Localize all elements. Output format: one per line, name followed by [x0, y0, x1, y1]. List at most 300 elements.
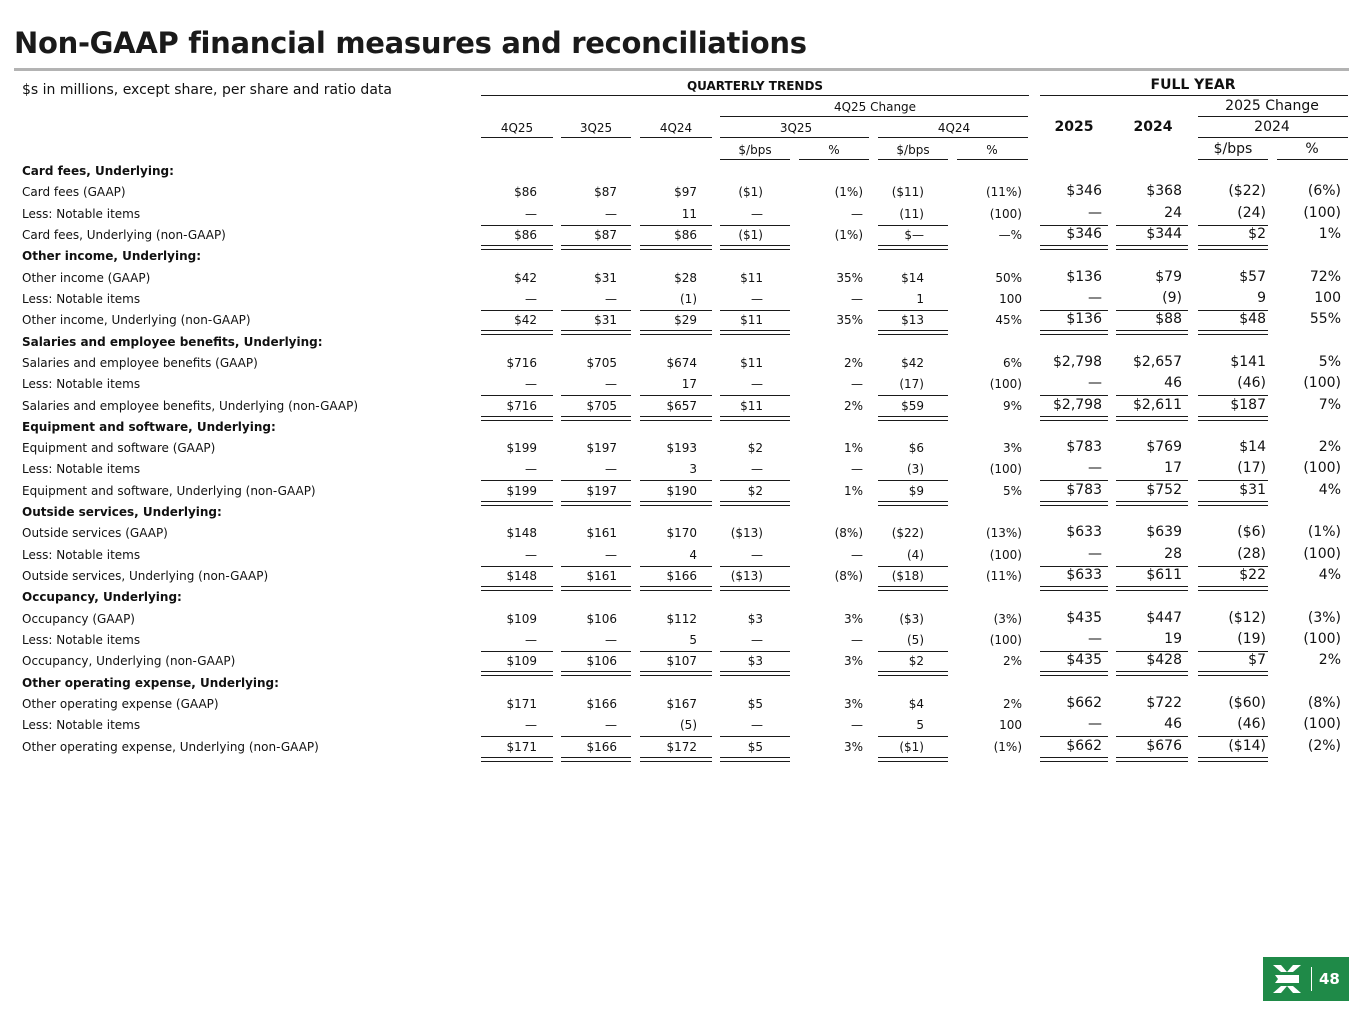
total-double-underline — [640, 757, 712, 762]
table-cell: $11 — [740, 398, 763, 413]
table-cell: — — [525, 206, 537, 221]
table-cell: — — [605, 547, 617, 562]
table-cell: — — [605, 718, 617, 733]
table-cell: 28 — [1164, 545, 1182, 562]
table-cell: ($12) — [1228, 609, 1266, 626]
table-row — [0, 268, 1365, 289]
section-title: Other income, Underlying: — [22, 249, 202, 264]
table-cell: $722 — [1146, 695, 1182, 711]
header-rule — [720, 137, 869, 138]
table-cell: 2% — [843, 355, 863, 370]
table-row — [0, 225, 1365, 246]
table-cell: 3% — [843, 611, 863, 626]
table-cell: (1%) — [834, 185, 863, 200]
table-cell: $716 — [506, 355, 537, 370]
table-cell: $639 — [1146, 524, 1182, 541]
table-cell: $435 — [1066, 652, 1102, 669]
table-cell: — — [1088, 204, 1102, 221]
row-label: Less: Notable items — [22, 633, 141, 648]
total-double-underline — [878, 757, 948, 762]
table-cell: $86 — [514, 185, 537, 200]
row-label: Other income, Underlying (non-GAAP) — [22, 313, 251, 328]
table-cell: 1% — [843, 483, 863, 498]
table-cell: — — [751, 718, 763, 733]
header-rule — [1198, 159, 1268, 160]
table-cell: (100) — [989, 206, 1022, 221]
table-cell: 3% — [843, 697, 863, 711]
table-cell: $59 — [901, 398, 924, 413]
table-cell: 100 — [1314, 289, 1341, 306]
header-rule — [1198, 137, 1348, 138]
table-cell: (1%) — [1307, 524, 1341, 541]
total-double-underline — [561, 757, 631, 762]
table-cell: $2,798 — [1053, 396, 1102, 413]
section-header-row — [0, 673, 1365, 694]
table-cell: $199 — [506, 483, 537, 498]
header-4q24: 4Q24 — [659, 121, 693, 135]
table-cell: (8%) — [1307, 695, 1341, 711]
table-cell: $11 — [740, 313, 763, 328]
section-header-row — [0, 587, 1365, 608]
table-cell: — — [1088, 716, 1102, 733]
table-cell: $22 — [1239, 567, 1266, 584]
header-rule — [640, 137, 712, 138]
table-cell: (9) — [1162, 289, 1182, 306]
table-row — [0, 438, 1365, 459]
table-cell: 7% — [1318, 396, 1341, 413]
table-cell: $783 — [1066, 439, 1102, 456]
table-cell: — — [605, 462, 617, 477]
table-cell: $148 — [506, 526, 537, 541]
row-label: Card fees (GAAP) — [22, 185, 126, 200]
table-cell: $428 — [1146, 652, 1182, 669]
table-row — [0, 310, 1365, 331]
row-label: Outside services (GAAP) — [22, 526, 168, 541]
table-row — [0, 630, 1365, 651]
table-cell: ($1) — [738, 185, 763, 200]
table-cell: $29 — [674, 313, 697, 328]
table-cell: $2 — [747, 441, 763, 456]
table-cell: 55% — [1309, 311, 1341, 328]
table-cell: ($22) — [891, 526, 924, 541]
row-label: Less: Notable items — [22, 462, 141, 477]
table-cell: — — [751, 547, 763, 562]
table-cell: (13%) — [985, 526, 1022, 541]
table-row — [0, 289, 1365, 310]
header-rule — [481, 137, 553, 138]
table-cell: — — [1088, 375, 1102, 392]
table-row — [0, 459, 1365, 480]
table-cell: $87 — [594, 185, 617, 200]
table-cell: $79 — [1155, 268, 1182, 285]
row-label: Less: Notable items — [22, 291, 141, 306]
header-percent: % — [986, 143, 998, 157]
table-cell: $6 — [908, 441, 924, 456]
table-cell: $48 — [1239, 311, 1266, 328]
table-cell: ($13) — [730, 526, 763, 541]
table-cell: $106 — [586, 611, 617, 626]
table-cell: — — [605, 633, 617, 648]
table-cell: — — [525, 462, 537, 477]
table-cell: $148 — [506, 569, 537, 584]
table-cell: — — [605, 206, 617, 221]
table-cell: $197 — [586, 441, 617, 456]
header-dollar-bps: $/bps — [738, 143, 772, 157]
page-title: Non-GAAP financial measures and reconciliations — [14, 26, 807, 60]
table-cell: $14 — [1239, 439, 1266, 456]
table-cell: $88 — [1155, 311, 1182, 328]
table-cell: $783 — [1066, 481, 1102, 498]
table-cell: — — [851, 291, 863, 306]
table-cell: 3% — [1002, 441, 1022, 456]
row-label: Less: Notable items — [22, 377, 141, 392]
table-cell: 1 — [916, 291, 924, 306]
section-title: Occupancy, Underlying: — [22, 590, 182, 605]
section-header-row — [0, 161, 1365, 182]
table-cell: 4% — [1318, 567, 1341, 584]
table-cell: (5) — [680, 718, 697, 733]
table-cell: — — [605, 291, 617, 306]
table-row — [0, 737, 1365, 758]
table-cell: $171 — [506, 739, 537, 754]
table-cell: — — [751, 377, 763, 392]
table-cell: ($14) — [1228, 737, 1266, 754]
header-full-year: FULL YEAR — [1150, 77, 1236, 93]
table-cell: $42 — [514, 270, 537, 285]
table-cell: (46) — [1237, 375, 1266, 392]
table-cell: (100) — [1303, 460, 1341, 477]
table-row — [0, 523, 1365, 544]
table-cell: (100) — [1303, 631, 1341, 648]
table-cell: $199 — [506, 441, 537, 456]
table-cell: $2,611 — [1133, 396, 1182, 413]
table-cell: $31 — [594, 270, 617, 285]
table-cell: 17 — [681, 377, 697, 392]
table-cell: $633 — [1066, 567, 1102, 584]
row-label: Equipment and software (GAAP) — [22, 441, 216, 456]
table-cell: $346 — [1066, 183, 1102, 200]
table-cell: 2% — [1318, 652, 1341, 669]
table-cell: $187 — [1230, 396, 1266, 413]
table-cell: $109 — [506, 611, 537, 626]
table-cell: (24) — [1237, 204, 1266, 221]
header-rule — [1277, 159, 1348, 160]
table-cell: — — [605, 377, 617, 392]
header-fy-2025: 2025 — [1054, 119, 1094, 135]
row-label: Less: Notable items — [22, 718, 141, 733]
table-cell: 6% — [1002, 355, 1022, 370]
table-cell: $161 — [586, 526, 617, 541]
table-cell: (11) — [899, 206, 924, 221]
table-cell: (3) — [907, 462, 924, 477]
table-cell: 3% — [843, 654, 863, 669]
table-cell: — — [525, 291, 537, 306]
table-cell: $86 — [674, 227, 697, 242]
table-cell: — — [751, 206, 763, 221]
table-cell: $368 — [1146, 183, 1182, 200]
table-cell: $2,798 — [1053, 353, 1102, 370]
header-dollar-bps: $/bps — [1213, 141, 1253, 157]
table-cell: $9 — [908, 483, 924, 498]
total-double-underline — [720, 757, 790, 762]
table-cell: $197 — [586, 483, 617, 498]
table-cell: (3%) — [993, 611, 1022, 626]
table-cell: 11 — [681, 206, 697, 221]
table-cell: $141 — [1230, 353, 1266, 370]
table-cell: (100) — [989, 462, 1022, 477]
table-cell: $86 — [514, 227, 537, 242]
table-cell: — — [851, 377, 863, 392]
table-cell: $190 — [666, 483, 697, 498]
table-cell: 35% — [836, 313, 863, 328]
section-header-row — [0, 246, 1365, 267]
header-rule — [1040, 95, 1348, 96]
row-label: Other income (GAAP) — [22, 270, 151, 285]
table-cell: $769 — [1146, 439, 1182, 456]
table-cell: 46 — [1164, 375, 1182, 392]
table-cell: (8%) — [834, 526, 863, 541]
header-rule — [878, 137, 1028, 138]
row-label: Other operating expense (GAAP) — [22, 697, 219, 711]
table-cell: $674 — [666, 355, 697, 370]
table-cell: $136 — [1066, 268, 1102, 285]
table-cell: — — [525, 547, 537, 562]
table-cell: $193 — [666, 441, 697, 456]
header-rule — [878, 159, 948, 160]
table-cell: 3 — [689, 462, 697, 477]
table-cell: — — [1088, 545, 1102, 562]
table-cell: $2 — [908, 654, 924, 669]
table-cell: (100) — [989, 633, 1022, 648]
page-number: 48 — [1319, 970, 1340, 988]
table-cell: 100 — [999, 718, 1022, 733]
header-rule — [481, 95, 1029, 96]
table-cell: $447 — [1146, 609, 1182, 626]
table-cell: $2 — [1248, 225, 1266, 242]
section-title: Other operating expense, Underlying: — [22, 675, 279, 690]
table-cell: $346 — [1066, 225, 1102, 242]
table-cell: —% — [998, 227, 1022, 242]
table-cell: ($3) — [899, 611, 924, 626]
table-cell: $705 — [586, 398, 617, 413]
table-cell: $11 — [740, 270, 763, 285]
table-cell: $4 — [908, 697, 924, 711]
table-cell: 50% — [995, 270, 1022, 285]
table-cell: (19) — [1237, 631, 1266, 648]
table-cell: 19 — [1164, 631, 1182, 648]
row-label: Occupancy, Underlying (non-GAAP) — [22, 654, 236, 669]
table-cell: (17) — [1237, 460, 1266, 477]
table-cell: $705 — [586, 355, 617, 370]
table-cell: $42 — [514, 313, 537, 328]
row-label: Salaries and employee benefits (GAAP) — [22, 355, 258, 370]
table-cell: $344 — [1146, 225, 1182, 242]
table-cell: 72% — [1309, 268, 1341, 285]
header-4q25: 4Q25 — [500, 121, 534, 135]
table-cell: ($6) — [1237, 524, 1266, 541]
header-percent: % — [828, 143, 840, 157]
table-cell: — — [851, 206, 863, 221]
table-cell: $3 — [747, 654, 763, 669]
header-rule — [957, 159, 1028, 160]
table-cell: $170 — [666, 526, 697, 541]
units-note: $s in millions, except share, per share and ratio data — [22, 82, 392, 98]
table-cell: 9% — [1002, 398, 1022, 413]
table-cell: — — [1088, 289, 1102, 306]
table-cell: (1%) — [834, 227, 863, 242]
header-change-2024: 2024 — [1254, 119, 1290, 135]
row-label: Occupancy (GAAP) — [22, 611, 135, 626]
table-cell: 2% — [1002, 697, 1022, 711]
table-cell: ($18) — [891, 569, 924, 584]
table-cell: (4) — [907, 547, 924, 562]
table-row — [0, 182, 1365, 203]
table-cell: $109 — [506, 654, 537, 669]
table-cell: 46 — [1164, 716, 1182, 733]
table-cell: 2% — [1002, 654, 1022, 669]
table-cell: $611 — [1146, 567, 1182, 584]
table-cell: $435 — [1066, 609, 1102, 626]
table-cell: $657 — [666, 398, 697, 413]
table-cell: (100) — [989, 377, 1022, 392]
table-cell: $112 — [666, 611, 697, 626]
table-cell: (11%) — [985, 569, 1022, 584]
table-cell: — — [525, 377, 537, 392]
table-cell: $87 — [594, 227, 617, 242]
header-dollar-bps: $/bps — [896, 143, 930, 157]
header-year-change: 2025 Change — [1225, 98, 1319, 114]
table-cell: — — [1088, 460, 1102, 477]
header-change-3q25: 3Q25 — [779, 121, 813, 135]
table-row — [0, 715, 1365, 736]
table-cell: $3 — [747, 611, 763, 626]
table-cell: $171 — [506, 697, 537, 711]
table-cell: 45% — [995, 313, 1022, 328]
section-title: Outside services, Underlying: — [22, 505, 222, 520]
header-rule — [720, 159, 790, 160]
table-cell: 24 — [1164, 204, 1182, 221]
table-cell: — — [751, 633, 763, 648]
table-cell: $5 — [747, 739, 763, 754]
table-cell: $161 — [586, 569, 617, 584]
total-double-underline — [481, 757, 553, 762]
table-cell: $2,657 — [1133, 353, 1182, 370]
table-cell: (17) — [899, 377, 924, 392]
table-cell: — — [851, 633, 863, 648]
table-cell: 5 — [916, 718, 924, 733]
table-cell: ($22) — [1228, 183, 1266, 200]
table-cell: 1% — [843, 441, 863, 456]
table-cell: $633 — [1066, 524, 1102, 541]
table-row — [0, 481, 1365, 502]
table-row — [0, 374, 1365, 395]
header-rule — [799, 159, 869, 160]
table-cell: (100) — [1303, 716, 1341, 733]
header-quarterly-trends: QUARTERLY TRENDS — [686, 79, 824, 93]
total-double-underline — [1040, 757, 1108, 762]
table-cell: — — [751, 462, 763, 477]
table-cell: 4 — [689, 547, 697, 562]
header-rule — [1198, 116, 1348, 117]
header-3q25: 3Q25 — [579, 121, 613, 135]
table-cell: — — [1088, 631, 1102, 648]
table-cell: $7 — [1248, 652, 1266, 669]
table-cell: — — [851, 462, 863, 477]
table-row — [0, 651, 1365, 672]
table-row — [0, 204, 1365, 225]
table-row — [0, 566, 1365, 587]
table-cell: $11 — [740, 355, 763, 370]
title-divider — [14, 68, 1349, 71]
table-cell: (1) — [680, 291, 697, 306]
header-rule — [720, 116, 1028, 117]
table-cell: (8%) — [834, 569, 863, 584]
table-cell: (2%) — [1307, 737, 1341, 754]
table-cell: $107 — [666, 654, 697, 669]
table-row — [0, 694, 1365, 715]
table-cell: $42 — [901, 355, 924, 370]
table-cell: ($13) — [730, 569, 763, 584]
table-cell: — — [751, 291, 763, 306]
table-cell: (28) — [1237, 545, 1266, 562]
table-cell: (6%) — [1307, 183, 1341, 200]
table-cell: ($11) — [891, 185, 924, 200]
table-cell: (11%) — [985, 185, 1022, 200]
table-cell: — — [525, 633, 537, 648]
row-label: Card fees, Underlying (non-GAAP) — [22, 227, 226, 242]
table-row — [0, 545, 1365, 566]
table-cell: (100) — [1303, 204, 1341, 221]
table-cell: (100) — [989, 547, 1022, 562]
table-cell: $57 — [1239, 268, 1266, 285]
table-cell: $752 — [1146, 481, 1182, 498]
table-cell: — — [525, 718, 537, 733]
row-label: Other operating expense, Underlying (non-GAAP) — [22, 739, 319, 754]
total-double-underline — [1198, 757, 1268, 762]
table-cell: $662 — [1066, 695, 1102, 711]
table-cell: ($1) — [738, 227, 763, 242]
table-cell: (100) — [1303, 375, 1341, 392]
table-cell: $5 — [747, 697, 763, 711]
table-cell: $716 — [506, 398, 537, 413]
header-percent: % — [1305, 141, 1319, 157]
table-cell: $14 — [901, 270, 924, 285]
table-cell: 2% — [1318, 439, 1341, 456]
table-cell: ($60) — [1228, 695, 1266, 711]
table-cell: $13 — [901, 313, 924, 328]
header-fy-2024: 2024 — [1133, 119, 1173, 135]
section-title: Card fees, Underlying: — [22, 164, 174, 178]
header-change-4q24: 4Q24 — [937, 121, 971, 135]
table-cell: — — [851, 547, 863, 562]
table-row — [0, 353, 1365, 374]
table-cell: $31 — [594, 313, 617, 328]
table-cell: $676 — [1146, 737, 1182, 754]
table-cell: $31 — [1239, 481, 1266, 498]
section-title: Salaries and employee benefits, Underlying: — [22, 334, 323, 349]
table-cell: 5 — [689, 633, 697, 648]
table-cell: $167 — [666, 697, 697, 711]
table-cell: 4% — [1318, 481, 1341, 498]
table-cell: 100 — [999, 291, 1022, 306]
section-title: Equipment and software, Underlying: — [22, 419, 276, 434]
table-cell: $106 — [586, 654, 617, 669]
header-rule — [561, 137, 631, 138]
table-cell: $136 — [1066, 311, 1102, 328]
table-cell: 5% — [1318, 353, 1341, 370]
table-row — [0, 396, 1365, 417]
table-cell: $166 — [586, 697, 617, 711]
